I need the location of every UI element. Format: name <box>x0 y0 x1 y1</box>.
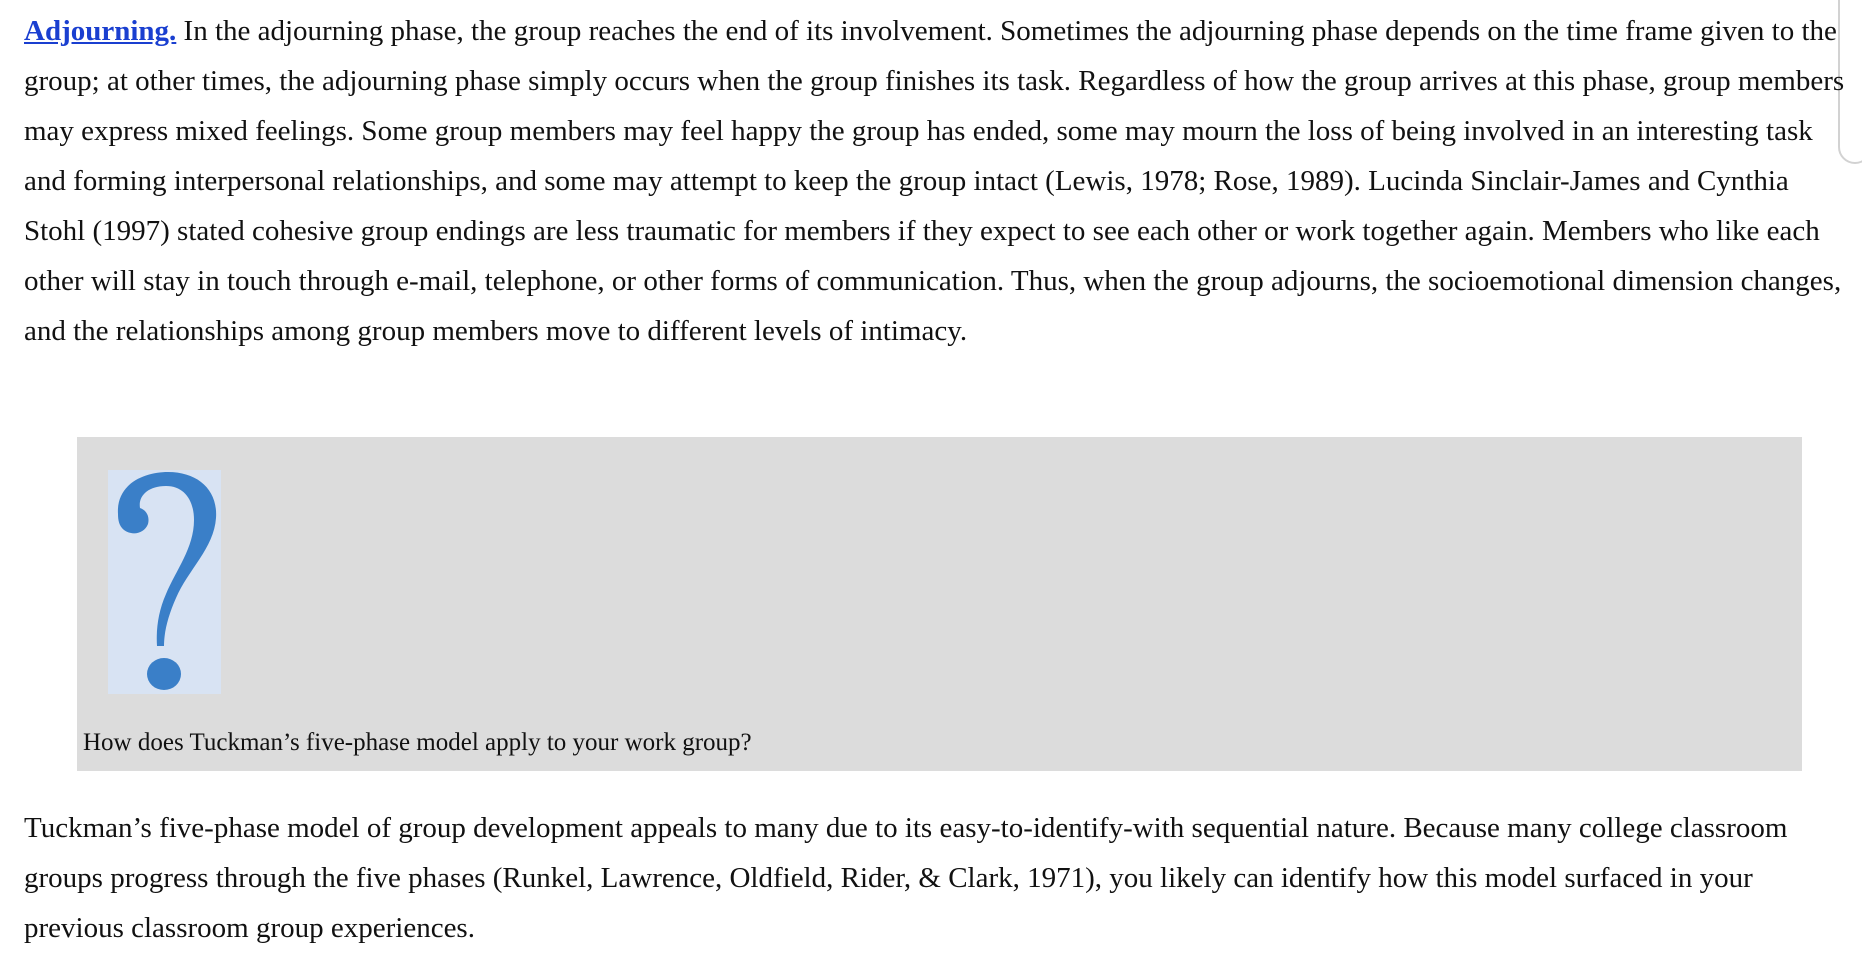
paragraph-adjourning-text: In the adjourning phase, the group reaches the end of its involvement. Sometimes the adjourning phase depends on the time frame given to the group; at other times, the adjourning phase simply occurs when the group finishes its task. Regardless of how the group arrives at this phase, group members may express mixed feelings. Some group members may feel happy the group has ended, some may mourn the loss of being involved in an interesting task and forming interpersonal relationships, and some may attempt to keep the group intact (Lewis, 1978; Rose, 1989). Lucinda Sinclair-James and Cynthia Stohl (1997) stated cohesive group endings are less traumatic for members if they expect to see each other or work together again. Members who like each other will stay in touch through e-mail, telephone, or other forms of communication. Thus, when the group adjourns, the socioemotional dimension changes, and the relationships among group members move to different levels of intimacy. <box>24 15 1845 347</box>
content-area <box>24 6 1854 356</box>
adjourning-term-link[interactable]: Adjourning. <box>24 15 177 47</box>
question-mark-image <box>108 470 221 694</box>
question-mark-icon <box>108 470 221 694</box>
question-callout <box>77 437 1802 771</box>
paragraph-adjourning <box>24 6 1854 356</box>
paragraph-tuckman-summary: Tuckman’s five-phase model of group development appeals to many due to its easy-to-identify-with sequential nature. Because many college classroom groups progress through the five phases (Runkel, Lawrence, Oldfield, Rider, & Clark, 1971), you likely can identify how this model surfaced in your previous classroom group experiences. <box>24 812 1788 944</box>
callout-caption: How does Tuckman’s five-phase model apply to your work group? <box>83 729 752 756</box>
